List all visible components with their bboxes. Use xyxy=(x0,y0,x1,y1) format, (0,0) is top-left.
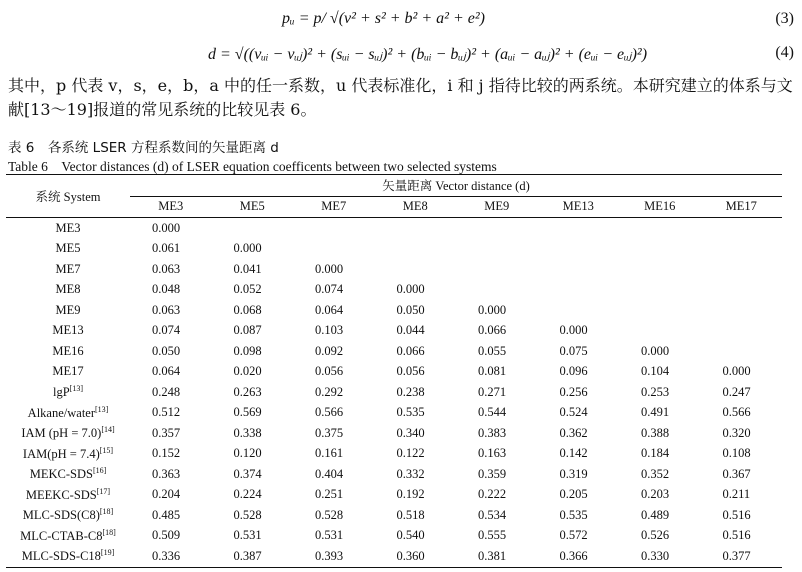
distance-value-cell: 0.330 xyxy=(641,548,670,563)
distance-value-cell: 0.357 xyxy=(152,425,181,440)
distance-value-cell xyxy=(456,239,538,260)
distance-value-cell: 0.363 xyxy=(152,466,181,481)
system-name-cell xyxy=(6,341,130,362)
distance-value-cell xyxy=(375,218,457,239)
distance-value-cell: 0.251 xyxy=(315,487,344,502)
distance-value-cell: 0.104 xyxy=(641,364,670,379)
distance-value-cell xyxy=(619,218,701,239)
distance-value-cell: 0.404 xyxy=(315,466,344,481)
distance-value-cell: 0.000 xyxy=(478,302,507,317)
distance-value-cell: 0.064 xyxy=(315,302,344,317)
distance-value-cell: 0.271 xyxy=(478,384,507,399)
system-name-cell xyxy=(6,218,130,239)
distance-value-cell xyxy=(619,321,701,342)
distance-value-cell: 0.205 xyxy=(559,487,588,502)
system-name: MLC-SDS-C18 xyxy=(21,549,101,564)
equation-3 xyxy=(0,6,802,36)
column-header: ME8 xyxy=(402,199,428,214)
distance-value-cell: 0.120 xyxy=(233,446,262,461)
table-body xyxy=(6,218,782,568)
system-name: ME3 xyxy=(55,220,81,235)
equation-3-formula: pᵤ = p/ √(v² + s² + b² + a² + e²) xyxy=(282,10,485,27)
distance-value-cell: 0.375 xyxy=(315,425,344,440)
distance-value-cell: 0.540 xyxy=(396,528,425,543)
distance-value-cell: 0.544 xyxy=(478,405,507,420)
distance-value-cell: 0.122 xyxy=(396,446,425,461)
distance-value-cell: 0.092 xyxy=(315,343,344,358)
distance-value-cell: 0.074 xyxy=(152,323,181,338)
distance-value-cell: 0.224 xyxy=(233,487,262,502)
table-row xyxy=(6,259,782,280)
distance-value-cell xyxy=(701,300,783,321)
vector-distance-group-header: 矢量距离 Vector distance (d) xyxy=(130,175,782,197)
distance-value-cell: 0.512 xyxy=(152,405,181,420)
system-name: ME17 xyxy=(52,364,84,379)
distance-value-cell: 0.075 xyxy=(559,343,588,358)
distance-value-cell: 0.000 xyxy=(315,261,344,276)
system-name-cell xyxy=(6,444,130,465)
distance-value-cell: 0.066 xyxy=(478,323,507,338)
system-name-cell xyxy=(6,485,130,506)
distance-value-cell: 0.098 xyxy=(233,343,262,358)
distance-value-cell: 0.516 xyxy=(722,528,751,543)
distance-value-cell: 0.393 xyxy=(315,548,344,563)
table-row xyxy=(6,280,782,301)
system-name-cell xyxy=(6,300,130,321)
distance-value-cell xyxy=(619,300,701,321)
distance-value-cell: 0.020 xyxy=(233,364,262,379)
distance-value-cell: 0.524 xyxy=(559,405,588,420)
distance-value-cell: 0.509 xyxy=(152,528,181,543)
distance-value-cell xyxy=(375,239,457,260)
system-name: ME5 xyxy=(55,241,81,256)
distance-value-cell xyxy=(619,280,701,301)
table-row xyxy=(6,218,782,239)
distance-value-cell: 0.526 xyxy=(641,528,670,543)
system-name-cell xyxy=(6,321,130,342)
distance-value-cell xyxy=(456,259,538,280)
reference-citation: [14] xyxy=(101,425,115,435)
distance-value-cell: 0.000 xyxy=(559,323,588,338)
distance-value-cell: 0.204 xyxy=(152,487,181,502)
table-row xyxy=(6,403,782,424)
reference-citation: [15] xyxy=(99,445,114,455)
table-caption-chinese: 表 6 各系统 LSER 方程系数间的矢量距离 d xyxy=(8,140,279,156)
system-name: MLC-CTAB-C8 xyxy=(20,528,103,543)
distance-value-cell: 0.531 xyxy=(315,528,344,543)
distance-value-cell: 0.572 xyxy=(559,528,588,543)
distance-value-cell: 0.152 xyxy=(152,446,181,461)
distance-value-cell: 0.319 xyxy=(559,466,588,481)
reference-citation: [13] xyxy=(95,404,109,414)
distance-value-cell: 0.535 xyxy=(396,405,425,420)
equation-4-number: (4) xyxy=(775,44,794,61)
reference-citation: [18] xyxy=(99,507,114,517)
system-name-cell xyxy=(6,423,130,444)
system-name: ME7 xyxy=(55,261,81,276)
distance-value-cell: 0.360 xyxy=(396,548,425,563)
distance-value-cell xyxy=(212,218,294,239)
reference-citation: [13] xyxy=(69,384,83,394)
system-name: Alkane/water xyxy=(27,405,95,420)
column-header: ME7 xyxy=(321,199,347,214)
column-header: ME3 xyxy=(158,199,184,214)
distance-value-cell: 0.044 xyxy=(396,323,425,338)
distance-value-cell: 0.050 xyxy=(396,302,425,317)
distance-value-cell: 0.163 xyxy=(478,446,507,461)
reference-citation: [19] xyxy=(100,548,115,558)
distance-value-cell: 0.066 xyxy=(396,343,425,358)
distance-value-cell: 0.061 xyxy=(152,241,181,256)
table-row xyxy=(6,423,782,444)
system-column-header: 系统 System xyxy=(6,175,130,218)
distance-value-cell: 0.534 xyxy=(478,507,507,522)
distance-value-cell: 0.103 xyxy=(315,323,344,338)
distance-value-cell xyxy=(293,239,375,260)
distance-value-cell: 0.253 xyxy=(641,384,670,399)
distance-value-cell: 0.362 xyxy=(559,425,588,440)
distance-value-cell: 0.367 xyxy=(722,466,751,481)
system-name: ME13 xyxy=(52,323,84,338)
distance-value-cell: 0.383 xyxy=(478,425,507,440)
system-name-cell xyxy=(6,505,130,526)
system-name-cell xyxy=(6,382,130,403)
distance-value-cell xyxy=(619,239,701,260)
distance-value-cell: 0.081 xyxy=(478,364,507,379)
table-row xyxy=(6,300,782,321)
distance-value-cell xyxy=(701,239,783,260)
distance-value-cell: 0.387 xyxy=(233,548,262,563)
system-name-cell xyxy=(6,362,130,383)
distance-value-cell: 0.055 xyxy=(478,343,507,358)
distance-value-cell: 0.052 xyxy=(233,282,262,297)
distance-value-cell: 0.555 xyxy=(478,528,507,543)
distance-value-cell: 0.566 xyxy=(315,405,344,420)
distance-value-cell: 0.050 xyxy=(152,343,181,358)
distance-value-cell: 0.000 xyxy=(152,220,181,235)
distance-value-cell: 0.535 xyxy=(559,507,588,522)
equation-4-formula: d = √((vᵤᵢ − vᵤⱼ)² + (sᵤᵢ − sᵤⱼ)² + (bᵤᵢ − bᵤⱼ)² + (aᵤᵢ − aᵤⱼ)² + (eᵤᵢ − eᵤⱼ)²) xyxy=(208,46,648,63)
distance-value-cell: 0.203 xyxy=(641,487,670,502)
distance-value-cell: 0.485 xyxy=(152,507,181,522)
system-name: ME16 xyxy=(52,343,84,358)
system-name-cell xyxy=(6,239,130,260)
table-row xyxy=(6,362,782,383)
system-name: lgP xyxy=(52,385,70,400)
distance-value-cell: 0.359 xyxy=(478,466,507,481)
distance-value-cell: 0.000 xyxy=(722,364,751,379)
system-name-cell xyxy=(6,280,130,301)
system-name-cell xyxy=(6,259,130,280)
system-name: ME8 xyxy=(55,282,81,297)
distance-value-cell xyxy=(538,300,620,321)
distance-value-cell: 0.263 xyxy=(233,384,262,399)
system-name: MEKC-SDS xyxy=(29,467,93,482)
distance-value-cell: 0.338 xyxy=(233,425,262,440)
distance-value-cell: 0.377 xyxy=(722,548,751,563)
distance-value-cell: 0.238 xyxy=(396,384,425,399)
distance-value-cell: 0.528 xyxy=(233,507,262,522)
distance-value-cell: 0.336 xyxy=(152,548,181,563)
distance-value-cell: 0.489 xyxy=(641,507,670,522)
table-row xyxy=(6,526,782,547)
column-header: ME9 xyxy=(484,199,510,214)
distance-value-cell xyxy=(538,280,620,301)
distance-value-cell: 0.096 xyxy=(559,364,588,379)
distance-value-cell: 0.247 xyxy=(722,384,751,399)
distance-value-cell: 0.087 xyxy=(233,323,262,338)
table-row xyxy=(6,239,782,260)
reference-citation: [18] xyxy=(102,527,116,537)
distance-value-cell: 0.248 xyxy=(152,384,181,399)
equation-3-number: (3) xyxy=(775,10,794,27)
distance-value-cell xyxy=(293,218,375,239)
distance-value-cell: 0.381 xyxy=(478,548,507,563)
distance-value-cell: 0.320 xyxy=(722,425,751,440)
distance-value-cell: 0.518 xyxy=(396,507,425,522)
distance-value-cell: 0.063 xyxy=(152,302,181,317)
distance-value-cell: 0.566 xyxy=(722,405,751,420)
distance-value-cell: 0.048 xyxy=(152,282,181,297)
system-name: MLC-SDS(C8) xyxy=(22,508,100,523)
table-row xyxy=(6,546,782,567)
distance-value-cell: 0.108 xyxy=(722,446,751,461)
distance-value-cell: 0.388 xyxy=(641,425,670,440)
system-name-cell xyxy=(6,464,130,485)
reference-citation: [17] xyxy=(96,486,111,496)
column-header: ME5 xyxy=(239,199,265,214)
system-name-cell xyxy=(6,526,130,547)
system-name: ME9 xyxy=(55,302,81,317)
body-paragraph: 其中，p 代表 v，s，e，b，a 中的任一系数，u 代表标准化，i 和 j 指待比较的两系统。本研究建立的体系与文献[13～19]报道的常见系统的比较见表 6。 xyxy=(8,76,793,119)
column-header: ME16 xyxy=(644,199,676,214)
distance-value-cell: 0.064 xyxy=(152,364,181,379)
distance-value-cell xyxy=(701,341,783,362)
table-row xyxy=(6,382,782,403)
distance-value-cell xyxy=(538,259,620,280)
system-name: MEEKC-SDS xyxy=(25,487,97,502)
distance-value-cell: 0.000 xyxy=(233,241,262,256)
table-row xyxy=(6,464,782,485)
distance-value-cell: 0.292 xyxy=(315,384,344,399)
reference-citation: [16] xyxy=(92,466,107,476)
distance-value-cell: 0.528 xyxy=(315,507,344,522)
system-name: IAM (pH = 7.0) xyxy=(21,426,102,441)
column-header: ME13 xyxy=(562,199,594,214)
distance-value-cell xyxy=(456,218,538,239)
distance-value-cell xyxy=(619,259,701,280)
distance-value-cell: 0.491 xyxy=(641,405,670,420)
distance-value-cell: 0.374 xyxy=(233,466,262,481)
distance-value-cell xyxy=(701,259,783,280)
distance-value-cell: 0.352 xyxy=(641,466,670,481)
system-name-cell xyxy=(6,403,130,424)
distance-value-cell: 0.184 xyxy=(641,446,670,461)
distance-value-cell: 0.000 xyxy=(396,282,425,297)
distance-value-cell: 0.068 xyxy=(233,302,262,317)
table-row xyxy=(6,485,782,506)
distance-value-cell xyxy=(701,321,783,342)
distance-value-cell: 0.332 xyxy=(396,466,425,481)
distance-value-cell: 0.142 xyxy=(559,446,588,461)
distance-value-cell: 0.531 xyxy=(233,528,262,543)
vector-distance-table xyxy=(6,174,782,568)
distance-value-cell: 0.256 xyxy=(559,384,588,399)
distance-value-cell: 0.340 xyxy=(396,425,425,440)
table-row xyxy=(6,341,782,362)
distance-value-cell xyxy=(456,280,538,301)
table-caption-english: Table 6 Vector distances (d) of LSER equation coefficents between two selected systems xyxy=(8,159,497,174)
distance-value-cell xyxy=(375,259,457,280)
distance-value-cell: 0.161 xyxy=(315,446,344,461)
distance-value-cell: 0.056 xyxy=(315,364,344,379)
distance-value-cell xyxy=(538,218,620,239)
column-header: ME17 xyxy=(725,199,757,214)
distance-value-cell: 0.056 xyxy=(396,364,425,379)
distance-value-cell: 0.041 xyxy=(233,261,262,276)
distance-value-cell: 0.569 xyxy=(233,405,262,420)
distance-value-cell: 0.516 xyxy=(722,507,751,522)
distance-value-cell: 0.211 xyxy=(722,487,751,502)
distance-value-cell xyxy=(701,280,783,301)
system-name: IAM(pH = 7.4) xyxy=(22,446,100,461)
table-row xyxy=(6,321,782,342)
distance-value-cell xyxy=(538,239,620,260)
distance-value-cell: 0.192 xyxy=(396,487,425,502)
table-row xyxy=(6,444,782,465)
equation-4 xyxy=(0,40,802,70)
distance-value-cell: 0.000 xyxy=(641,343,670,358)
distance-value-cell xyxy=(701,218,783,239)
table-row xyxy=(6,505,782,526)
system-name-cell xyxy=(6,546,130,567)
distance-value-cell: 0.074 xyxy=(315,282,344,297)
distance-value-cell: 0.063 xyxy=(152,261,181,276)
distance-value-cell: 0.222 xyxy=(478,487,507,502)
distance-value-cell: 0.366 xyxy=(559,548,588,563)
